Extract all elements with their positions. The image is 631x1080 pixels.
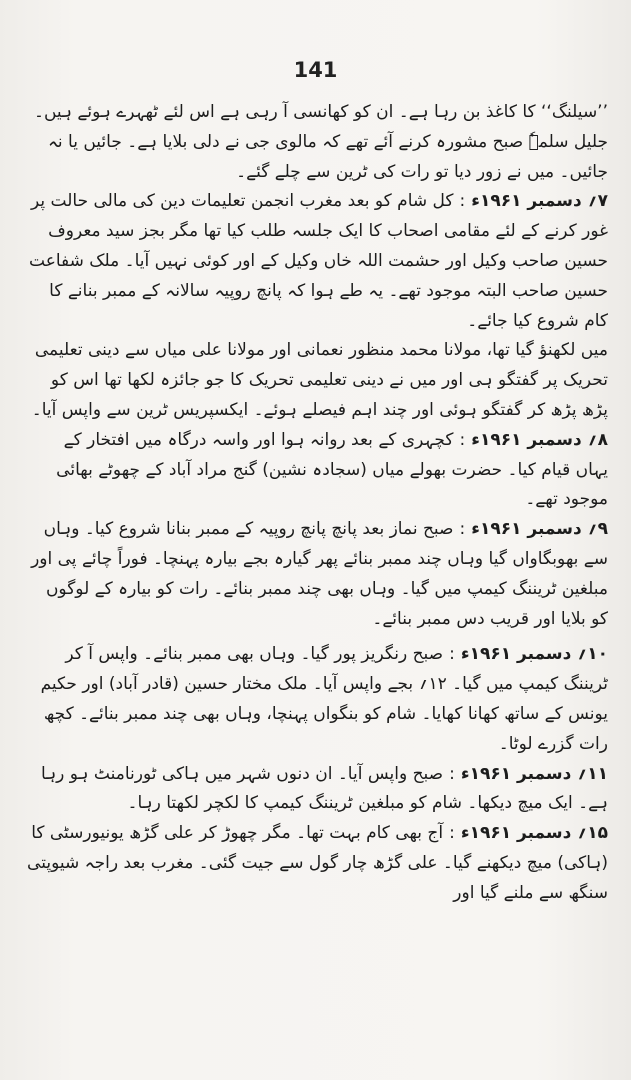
entry-separator: : [449,823,455,844]
diary-entry [26,426,608,515]
entry-text: صبح نماز بعد پانچ پانچ روپیہ کے ممبر بنانا شروع کیا۔ وہاں سے بھوبگاواں گیا وہاں چند ممبر بنائے پھر گیارہ بجے بیارہ پہنچا۔ فوراً چائے پی اور مبلغین ٹریننگ کیمپ میں گیا۔ وہاں بھی چند ممبر بنائے۔ رات کو بیارہ کے لوگوں کو بلایا اور قریب دس ممبر بنائے۔ [31,519,608,629]
entry-text: کچہری کے بعد روانہ ہوا اور واسہ درگاہ میں افتخار کے یہاں قیام کیا۔ حضرت بھولے میاں (سجادہ نشین) گنج مراد آباد کے چھوٹے بھائی موجود تھے۔ [56,429,608,510]
entry-text: آج بھی کام بہت تھا۔ مگر چھوڑ کر علی گڑھ یونیورسٹی کا (ہاکی) میچ دیکھنے گیا۔ علی گڑھ چار گول سے جیت گئی۔ مغرب بعد راجہ شیوپتی سنگھ سے ملنے گیا اور [27,823,608,903]
entry-text: صبح رنگریز پور گیا۔ وہاں بھی ممبر بنائے۔ واپس آ کر ٹریننگ کیمپ میں گیا۔ ۱۲؍ بجے واپس آیا۔ ملک مختار حسین (قادر آباد) اور حکیم یونس کے ساتھ کھانا کھایا۔ شام کو بنگواں پہنچا، وہاں بھی چند ممبر بنائے۔ کچھ رات گزرے لوٹا۔ [40,644,608,754]
diary-entry [26,640,608,759]
diary-entry [26,187,608,336]
intro-paragraph: ’’سیلنگ‘‘ کا کاغذ بن رہا ہے۔ ان کو کھانسی آ رہی ہے اس لئے ٹھہرے ہوئے ہیں۔ جلیل سلمہٗ صبح مشورہ کرنے آئے تھے کہ مالوی جی نے دلی بلایا ہے۔ جائیں یا نہ جائیں۔ میں نے زور دیا تو رات کی ٹرین سے چلے گئے۔ [34,102,608,182]
entry-text: کل شام کو بعد مغرب انجمن تعلیمات دین کی مالی حالت پر غور کرنے کے لئے مقامی اصحاب کا ایک جلسہ طلب کیا تھا مگر بجز سید معروف حسین صاحب وکیل اور حشمت اللہ خاں وکیل کے اور کوئی نہیں آیا۔ ملک شفاعت حسین صاحب البتہ موجود تھے۔ یہ طے ہوا کہ پانچ روپیہ سالانہ کے ممبر بنانے کا کام شروع کیا جائے۔ [29,191,608,331]
diary-entry [26,819,608,908]
entry-date: ۸؍ دسمبر ۱۹۶۱ء [471,429,608,450]
entry-separator: : [449,644,455,665]
entry-date: ۱۰؍ دسمبر ۱۹۶۱ء [460,644,608,665]
diary-entry [26,515,608,634]
entry-separator: : [449,763,455,784]
entry-separator: : [459,429,466,450]
page-number: 141 [293,58,338,82]
entry-text: صبح واپس آیا۔ ان دنوں شہر میں ہاکی ٹورنامنٹ ہو رہا ہے۔ ایک میچ دیکھا۔ شام کو مبلغین ٹریننگ کیمپ کا لکچر لکھتا رہا۔ [41,763,608,814]
diary-entry [26,336,608,425]
entry-text: میں لکھنؤ گیا تھا، مولانا محمد منظور نعمانی اور مولانا علی میاں سے دینی تعلیمی تحریک پر گفتگو ہی اور میں نے دینی تعلیمی تحریک کا جو جائزہ لکھا تھا اس کو پڑھ پڑھ کر گفتگو ہوئی اور چند اہم فیصلے ہوئے۔ ایکسپریس ٹرین سے واپس آیا۔ [31,340,608,420]
entry-separator: : [459,191,466,212]
entry-date: ۱۵؍ دسمبر ۱۹۶۱ء [460,823,608,844]
entry-separator: : [459,519,466,540]
diary-entry [26,760,608,820]
page-body [26,98,608,909]
entry-date: ۷؍ دسمبر ۱۹۶۱ء [471,191,608,212]
entry-date: ۹؍ دسمبر ۱۹۶۱ء [471,519,608,540]
entry-date: ۱۱؍ دسمبر ۱۹۶۱ء [460,763,608,784]
